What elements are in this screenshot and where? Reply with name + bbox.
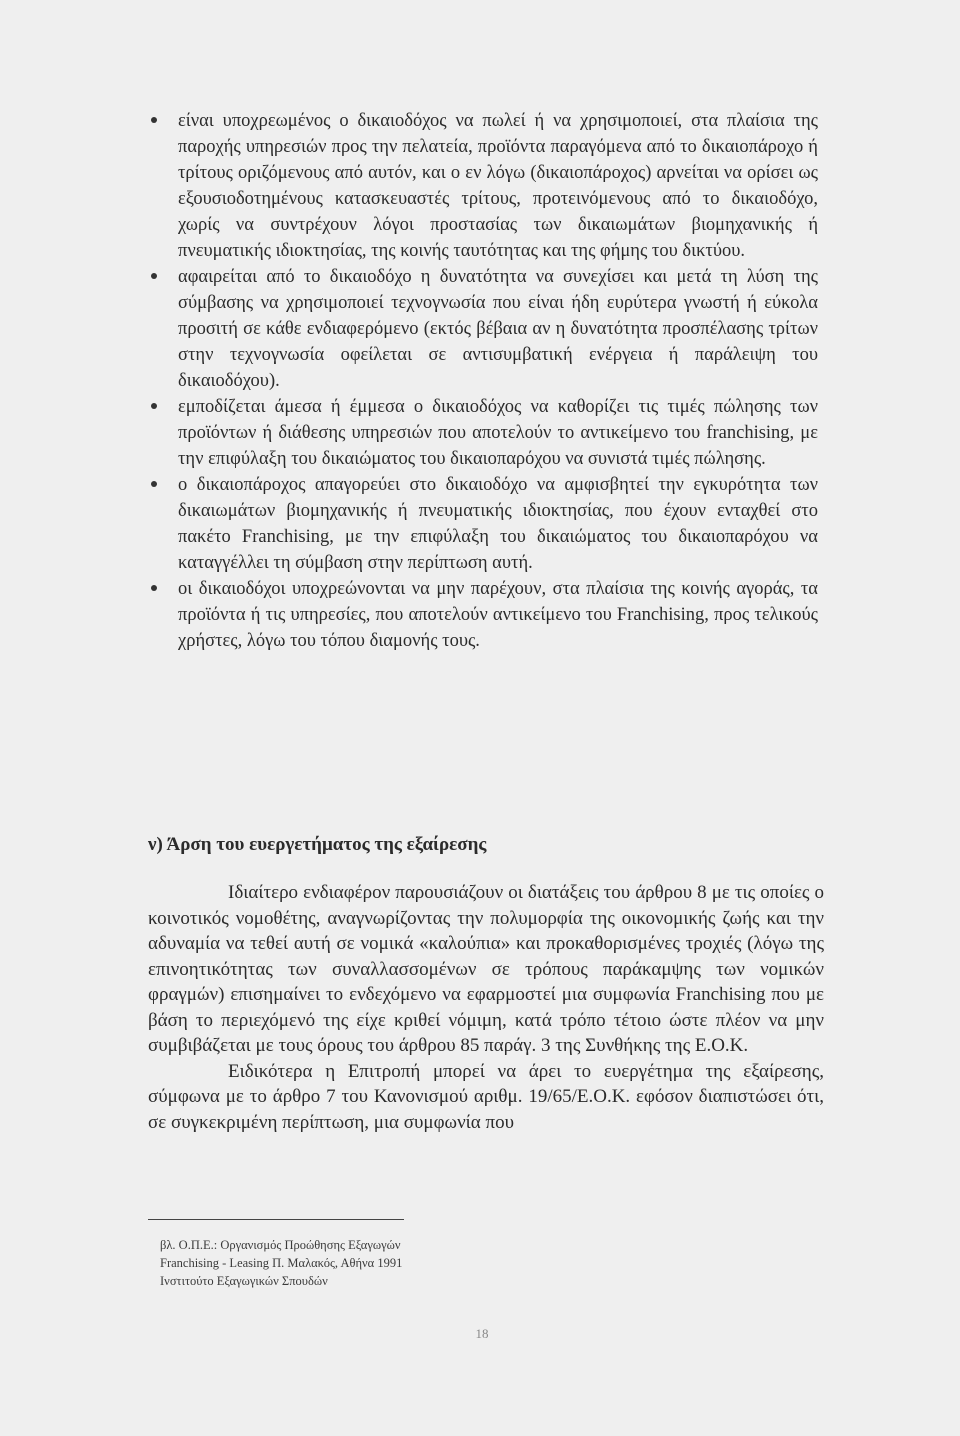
paragraph: Ιδιαίτερο ενδιαφέρον παρουσιάζουν οι διατάξεις του άρθρου 8 με τις οποίες ο κοινοτικός νομοθέτης, αναγνωρίζοντας την πολυμορφία της οικονομικής ζωής και την αδυναμία να τεθεί αυτή σε νομικά «καλούπια» και προκαθορισμένες τροχιές (λόγω της επινοητικότητας των συναλλασσομένων σε τρόπους παράκαμψης των νομικών φραγμών) επισημαίνει το ενδεχόμενο να εφαρμοστεί μια συμφωνία Franchising που με βάση το περιεχόμενό της είχε κριθεί νόμιμη, κατά τρόπο τέτοιο ώστε πλέον να μην συμβιβάζεται με τους όρους του άρθρου 85 παράγ. 3 της Συνθήκης της Ε.Ο.Κ. [148,882,824,1056]
paragraph: Ειδικότερα η Επιτροπή μπορεί να άρει το ευεργέτημα της εξαίρεσης, σύμφωνα με το άρθρο 7 του Κανονισμού αριθμ. 19/65/Ε.Ο.Κ. εφόσον διαπιστώσει ότι, σε συγκεκριμένη περίπτωση, μια συμφωνία που [148,1060,824,1133]
bullet-list [178,108,818,654]
footnote-line: βλ. Ο.Π.Ε.: Οργανισμός Προώθησης Εξαγωγών [160,1238,401,1252]
bullet-dot-icon [151,117,157,123]
footnote-line: Franchising - Leasing Π. Μαλακός, Αθήνα 1991 [160,1256,403,1270]
bullet-text: εμποδίζεται άμεσα ή έμμεσα ο δικαιοδόχος να καθορίζει τις τιμές πώλησης των προϊόντων ή διάθεσης υπηρεσιών που αποτελούν το αντικείμενο του franchising, με την επιφύλαξη του δικαιώματος του δικαιοπαρόχου να συνιστά τιμές πώλησης. [178,397,818,469]
bullet-item [178,394,818,472]
footnote-line: Ινστιτούτο Εξαγωγικών Σπουδών [160,1274,328,1288]
bullet-text: ο δικαιοπάροχος απαγορεύει στο δικαιοδόχο να αμφισβητεί την εγκυρότητα των δικαιωμάτων βιομηχανικής ή πνευματικής ιδιοκτησίας, που έχουν ενταχθεί στο πακέτο Franchising, με την επιφύλαξη του δικαιώματος του δικαιοπαρόχου να καταγγέλλει τη σύμβαση στην περίπτωση αυτή. [178,475,818,573]
bullet-dot-icon [151,273,157,279]
section-heading: ν) Άρση του ευεργετήματος της εξαίρεσης [148,834,487,855]
footnotes [160,1236,660,1290]
bullet-item [178,472,818,576]
page-number: 18 [475,1326,489,1341]
bullet-item [178,264,818,394]
bullet-dot-icon [151,481,157,487]
footnote-divider [148,1219,404,1220]
bullet-dot-icon [151,403,157,409]
bullet-dot-icon [151,585,157,591]
bullet-text: οι δικαιοδόχοι υποχρεώνονται να μην παρέχουν, στα πλαίσια της κοινής αγοράς, τα προϊόντα ή τις υπηρεσίες, που αποτελούν αντικείμενο του Franchising, προς τελικούς χρήστες, λόγω του τόπου διαμονής τους. [178,579,818,651]
bullet-item [178,108,818,264]
bullet-text: αφαιρείται από το δικαιοδόχο η δυνατότητα να συνεχίσει και μετά τη λύση της σύμβασης να χρησιμοποιεί τεχνογνωσία που είναι ήδη ευρύτερα γνωστή ή εύκολα προσιτή σε κάθε ενδιαφερόμενο (εκτός βέβαια αν η δυνατότητα προσπέλασης τρίτων στην τεχνογνωσία οφείλεται σε αντισυμβατική ενέργεια ή παράλειψη του δικαιοδόχου). [178,267,818,391]
body-text [148,880,824,1135]
bullet-item [178,576,818,654]
bullet-text: είναι υποχρεωμένος ο δικαιοδόχος να πωλεί ή να χρησιμοποιεί, στα πλαίσια της παροχής υπηρεσιών προς την πελατεία, προϊόντα παραγόμενα από το δικαιοπάροχο ή τρίτους οριζόμενους από αυτόν, και ο εν λόγω (δικαιοπάροχος) αρνείται να ορίσει ως εξουσιοδοτημένους κατασκευαστές τρίτους, προτεινόμενους από το δικαιοδόχο, χωρίς να συντρέχουν λόγοι προστασίας των δικαιωμάτων βιομηχανικής ή πνευματικής ιδιοκτησίας, της κοινής ταυτότητας και της φήμης του δικτύου. [178,111,818,261]
